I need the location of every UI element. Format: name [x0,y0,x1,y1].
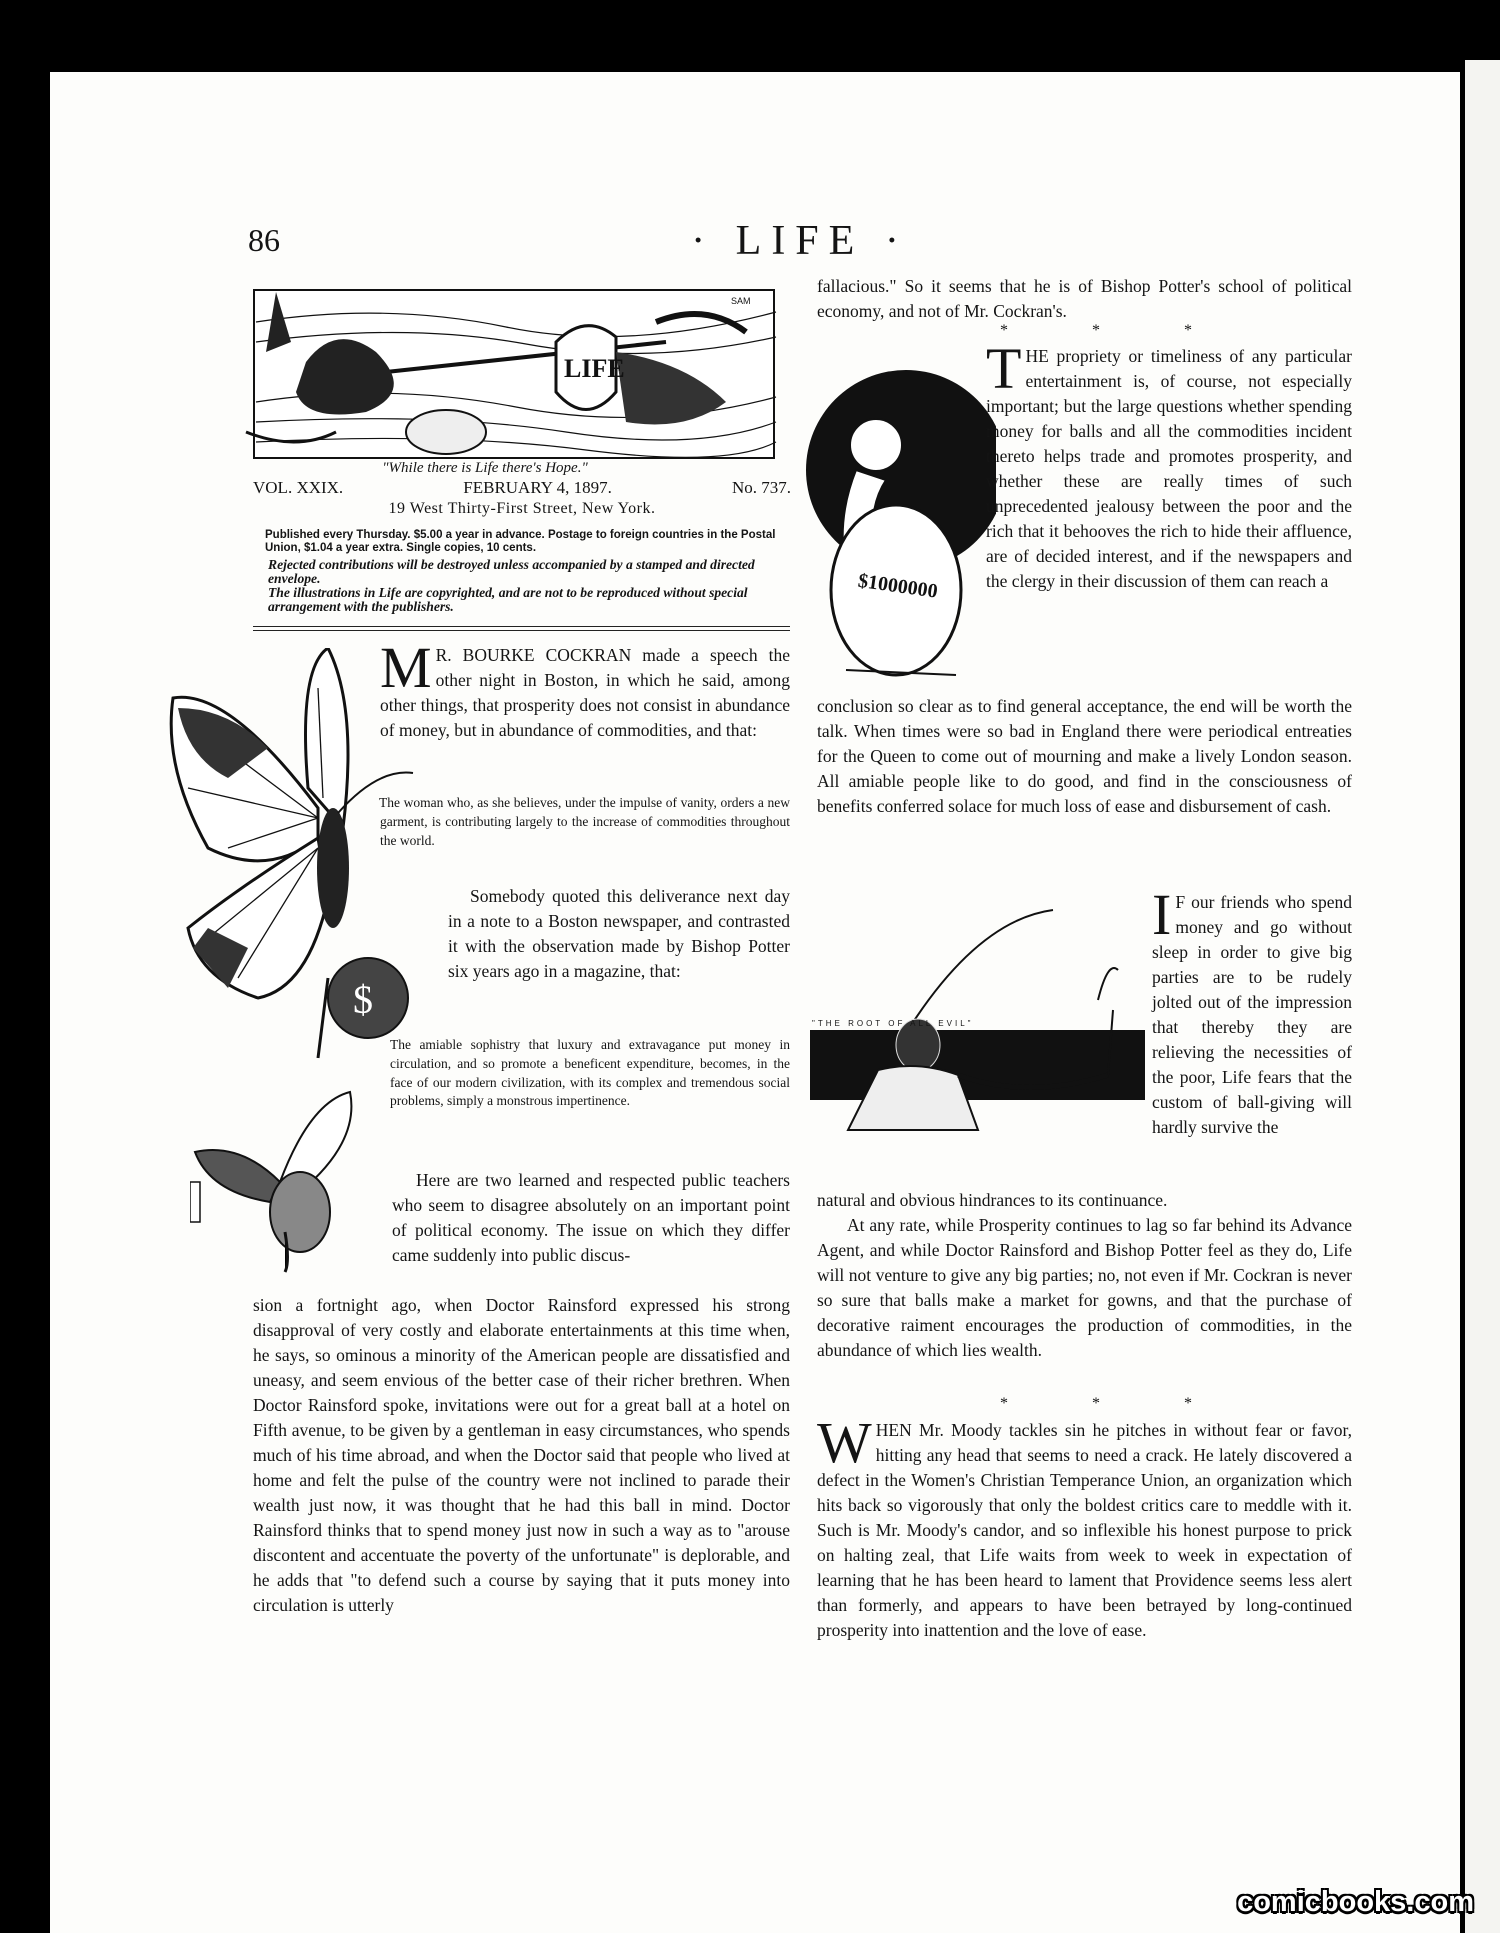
moth-illustration [190,1082,380,1282]
article-propriety [986,336,1352,594]
article-parties [1152,882,1352,1140]
paragraph: At any rate, while Prosperity continues to lag so far behind its Advance Agent, and while Doctor Rainsford and Bishop Potter feel as they do, Life will not venture to give any big parties; no, not even if Mr. Cockran is never so sure that balls make a market for gowns, and that the purchase of decorative raiment encourages the production of commodities, in the abundance of which lies wealth. [817,1215,1352,1360]
quote-bishop-potter [390,1036,790,1111]
article-rainsford [253,1293,790,1618]
paragraph: HEN Mr. Moody tackles sin he pitches in without fear or favor, hitting any head that seems to need a crack. He lately discovered a defect in the Women's Christian Temperance Union, an organization which hits back so vigorously that only the boldest critics care to meddle with it. Such is Mr. Moody's candor, and so inflexible his honest purpose to prick on halting zeal, that Life waits from week to week in expectation of learning that he has been heard to lament that Providence seems less alert than formerly, and appears to have been betrayed by long-continued prosperity into inattention and the love of ease. [817,1420,1352,1640]
article-bishop-intro [448,884,790,984]
article-moody [817,1410,1352,1643]
cartoon-caption: "THE ROOT OF ALL EVIL" [812,1019,974,1028]
drop-cap: W [817,1410,872,1475]
section-stars: * * * [1000,322,1232,339]
copyright-notice: The illustrations in Life are copyrighted, and are not to be reproduced without special arrangement with the publishers. [268,585,748,614]
drop-cap: M [380,635,432,700]
artist-signature: SAM [731,296,751,306]
paragraph: R. BOURKE COCKRAN made a speech the other night in Boston, in which he said, among other things, that prosperity does not consist in abundance of money, but in abundance of commodities, and that: [380,645,790,740]
masthead-title: · LIFE · [691,218,909,264]
paragraph: HE propriety or timeliness of any particular entertainment is, of course, not especially important; but the large questions whether spending money for balls and all the commodities incident thereto helps trade and promotes prosperity, and whether these are really times of such unprecedented jealousy between the poor and the rich that it behooves the rich to hide their affluence, are of decided interest, and if the newspapers and the clergy in their discussion of them can reach a [986,346,1352,591]
paragraph: Here are two learned and respected public teachers who seem to disagree absolutely on an important point of political economy. The issue on which they differ came suddenly into public discus- [392,1170,790,1265]
paragraph: fallacious." So it seems that he is of Bishop Potter's school of political economy, and not of Mr. Cockran's. [817,276,1352,321]
article-disagreement [392,1168,790,1268]
paragraph: natural and obvious hindrances to its continuance. [817,1190,1168,1210]
quote-text: The woman who, as she believes, under the impulse of vanity, orders a new garment, is contributing largely to the increase of commodities throughout the world. [379,795,790,848]
rejected-notice: Rejected contributions will be destroyed unless accompanied by a stamped and directed envelope. [268,557,755,586]
page-number: 86 [248,222,280,258]
quote-text: The amiable sophistry that luxury and extravagance put money in circulation, and so promote a beneficent expenditure, becomes, in the face of our modern civilization, with its complex and tremendous social problems, simply a monstrous impertinence. [390,1037,790,1109]
motto: "While there is Life there's Hope." [382,460,588,476]
paragraph: sion a fortnight ago, when Doctor Rainsford expressed his strong disapproval of very costly and elaborate entertainments at this time when, he says, so ominous a minority of the American people are dissatisfied and uneasy, and seem envious of the better case of their richer brethren. When Doctor Rainsford spoke, invitations were out for a great ball at a hotel on Fifth avenue, to be given by a gentleman in easy circumstances, who spends much of his time abroad, and when the Doctor said that people who lived at home and felt the pulse of the country were not inclined to parade their wealth just now, it was thought that he had this ball in mind. Doctor Rainsford thinks that to spend money just now in such a way as to "arouse discontent and accentuate the poverty of the unfortunate" is deplorable, and he adds that "to defend such a course by saying that it puts money into circulation is utterly [253,1295,790,1615]
svg-text:$: $ [353,977,373,1022]
publication-info: Published every Thursday. $5.00 a year in advance. Postage to foreign countries in the Postal Union, $1.04 a year extra. Single copies, 10 cents. [265,529,776,554]
issue-number: No. 737. [731,478,791,497]
paragraph: conclusion so clear as to find general acceptance, the end will be worth the talk. When times were so bad in England there were periodical entreaties for the Queen to come out of mourning and make a lively London season. All amiable people like to do good, and find in the consciousness of benefits conferred solace for much loss of ease and disbursement of cash. [817,696,1352,816]
watermark: comicbooks.com [1237,1886,1474,1918]
article-continuation [817,274,1352,324]
section-stars: * * * [1000,1395,1232,1412]
clown-moneybag-illustration [796,370,996,690]
paragraph: F our friends who spend money and go without sleep in order to give big parties are to be rudely jolted out of the impression that thereby they are relieving the necessities of the poor, Life fears that the custom of ball-giving will hardly survive the [1152,892,1352,1137]
facing-page-edge [1465,60,1500,1933]
drop-cap: T [986,336,1022,401]
article-parties-cont [817,1188,1352,1213]
office-address: 19 West Thirty-First Street, New York. [388,500,656,517]
moneybag-label: $1000000 [856,569,939,603]
drop-cap: I [1152,882,1172,947]
banner-illustration [186,282,786,470]
article-propriety-cont [817,694,1352,819]
paragraph: Somebody quoted this deliverance next day in a note to a Boston newspaper, and contrasted it with the observation made by Bishop Potter six years ago in a magazine, that: [448,886,790,981]
quote-cockran [380,794,790,850]
divider [253,630,790,631]
divider [253,626,790,627]
article-prosperity [817,1213,1352,1363]
article-cockran-intro [380,635,790,743]
issue-info-row [253,478,791,498]
issue-date: FEBRUARY 4, 1897. [463,478,612,497]
shield-text: LIFE [564,354,625,383]
editorial-notices [268,558,793,614]
root-of-all-evil-illustration [808,900,1153,1170]
volume: VOL. XXIX. [253,478,344,497]
